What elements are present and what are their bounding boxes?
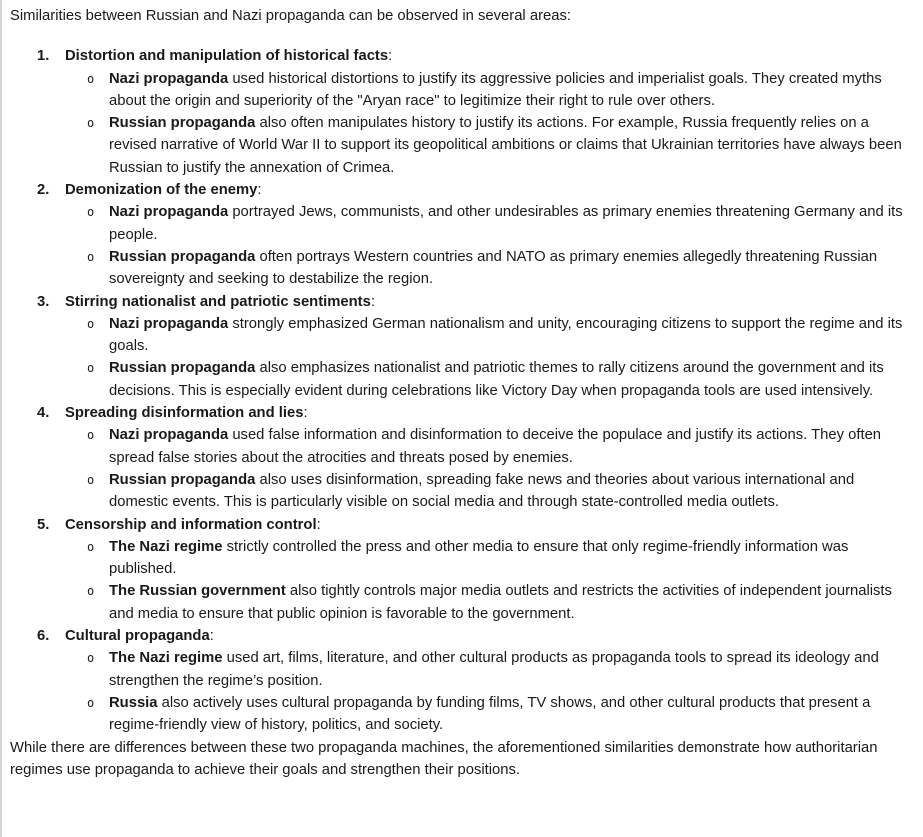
- item-text: [109, 201, 913, 246]
- item-text: [109, 424, 913, 469]
- item-body: also often manipulates history to justify its actions. For example, Russia frequently relies on a revised narrative of World War II to support its geopolitical ambitions or claims that Ukrainian territories have always been Russian to justify the annexation of Crimea.: [109, 115, 902, 176]
- item-lead: Russian propaganda: [109, 471, 256, 488]
- section-title: [65, 402, 308, 424]
- item-text: [109, 68, 913, 113]
- item-body: also uses disinformation, spreading fake news and theories about various international and domestic events. This is particularly visible on social media and through state-controlled media outlets.: [109, 471, 855, 511]
- item-body: portrayed Jews, communists, and other undesirables as primary enemies threatening Germany and its people.: [109, 204, 903, 243]
- bullet-icon: o: [87, 116, 95, 131]
- section-title-text: Censorship and information control: [65, 516, 317, 533]
- list-section: [10, 45, 913, 179]
- bullet-icon: o: [87, 316, 95, 331]
- list-section: [10, 291, 913, 402]
- item-text: [109, 313, 913, 358]
- section-title: [65, 625, 214, 647]
- item-body: used art, films, literature, and other cultural products as propaganda tools to spread its ideology and strengthen the regime’s position.: [109, 650, 879, 689]
- item-lead: Nazi propaganda: [109, 70, 229, 87]
- item-lead: The Nazi regime: [109, 650, 223, 667]
- section-title: [65, 179, 262, 201]
- list-number: 2.: [37, 182, 50, 199]
- closing-paragraph: While there are differences between these two propaganda machines, the aforementioned similarities demonstrate how authoritarian regimes use propaganda to achieve their goals and strengthen their positions.: [10, 739, 878, 778]
- section-title-text: Demonization of the enemy: [65, 182, 258, 199]
- list-number: 4.: [37, 405, 50, 422]
- section-heading: [10, 179, 913, 201]
- item-text: [109, 469, 913, 514]
- section-heading: [10, 402, 913, 424]
- section-title-colon: :: [257, 182, 262, 199]
- section-title-text: Distortion and manipulation of historical facts: [65, 48, 389, 65]
- bullet-icon: o: [87, 472, 95, 487]
- item-lead: Nazi propaganda: [109, 204, 229, 221]
- bullet-icon: o: [87, 584, 95, 599]
- bullet-icon: o: [87, 428, 95, 443]
- numbered-list: [10, 45, 913, 736]
- item-text: [109, 536, 913, 581]
- section-heading: [10, 514, 913, 536]
- bullet-icon: o: [87, 205, 95, 220]
- bullet-icon: o: [87, 249, 95, 264]
- list-item: [10, 469, 913, 514]
- item-lead: Nazi propaganda: [109, 315, 229, 332]
- list-item: [10, 112, 913, 179]
- item-text: [109, 112, 913, 179]
- list-item: [10, 580, 913, 625]
- item-lead: Russia: [109, 694, 158, 711]
- item-body: also emphasizes nationalist and patriotic themes to rally citizens around the government and its decisions. This is especially evident during celebrations like Victory Day when propaganda tools are used intensively.: [109, 360, 884, 399]
- item-lead: Russian propaganda: [109, 115, 256, 132]
- item-text: [109, 580, 913, 625]
- section-heading: [10, 291, 913, 313]
- item-lead: The Russian government: [109, 583, 286, 600]
- item-body: used historical distortions to justify its aggressive policies and imperialist goals. They created myths about the origin and superiority of the "Aryan race" to legitimize their right to rule over others.: [109, 70, 882, 109]
- list-number: 5.: [37, 516, 50, 533]
- section-title-text: Cultural propaganda: [65, 628, 210, 645]
- item-body: also actively uses cultural propaganda by funding films, TV shows, and other cultural products that present a regime-friendly view of history, politics, and society.: [109, 694, 871, 734]
- list-item: [10, 357, 913, 402]
- item-lead: Russian propaganda: [109, 360, 256, 377]
- item-body: strongly emphasized German nationalism and unity, encouraging citizens to support the regime and its goals.: [109, 315, 903, 355]
- list-item: [10, 246, 913, 291]
- list-number: 6.: [37, 628, 50, 645]
- section-title: [65, 45, 392, 67]
- item-text: [109, 692, 913, 737]
- item-text: [109, 357, 913, 402]
- item-body: strictly controlled the press and other media to ensure that only regime-friendly information was published.: [109, 538, 849, 578]
- list-item: [10, 692, 913, 737]
- bullet-icon: o: [87, 539, 95, 554]
- item-body: often portrays Western countries and NATO as primary enemies allegedly threatening Russian sovereignty and seeking to destabilize the region.: [109, 248, 878, 288]
- section-heading: [10, 625, 913, 647]
- list-item: [10, 424, 913, 469]
- section-title: [65, 291, 375, 313]
- list-number: 3.: [37, 293, 50, 310]
- list-item: [10, 313, 913, 358]
- list-section: [10, 179, 913, 290]
- list-item: [10, 536, 913, 581]
- section-title-colon: :: [303, 405, 308, 422]
- section-title-text: Spreading disinformation and lies: [65, 405, 304, 422]
- section-title-text: Stirring nationalist and patriotic sentiments: [65, 293, 371, 310]
- list-number: 1.: [37, 48, 50, 65]
- section-heading: [10, 45, 913, 67]
- item-text: [109, 246, 913, 291]
- item-body: also tightly controls major media outlets and restricts the activities of independent journalists and media to ensure that public opinion is favorable to the government.: [109, 583, 892, 622]
- section-title-colon: :: [388, 48, 393, 65]
- bullet-icon: o: [87, 71, 95, 86]
- list-section: [10, 514, 913, 625]
- intro-paragraph: Similarities between Russian and Nazi propaganda can be observed in several areas:: [10, 8, 571, 24]
- item-body: used false information and disinformation to deceive the populace and justify its actions. They often spread false stories about the atrocities and threats posed by enemies.: [109, 427, 882, 466]
- list-item: [10, 68, 913, 113]
- list-item: [10, 201, 913, 246]
- section-title-colon: :: [209, 628, 214, 645]
- section-title-colon: :: [370, 293, 375, 310]
- bullet-icon: o: [87, 651, 95, 666]
- list-section: [10, 402, 913, 513]
- section-title: [65, 514, 321, 536]
- section-title-colon: :: [316, 516, 321, 533]
- list-section: [10, 625, 913, 736]
- item-lead: Russian propaganda: [109, 248, 256, 265]
- bullet-icon: o: [87, 695, 95, 710]
- item-lead: Nazi propaganda: [109, 427, 229, 444]
- item-lead: The Nazi regime: [109, 538, 223, 555]
- list-item: [10, 647, 913, 692]
- bullet-icon: o: [87, 361, 95, 376]
- item-text: [109, 647, 913, 692]
